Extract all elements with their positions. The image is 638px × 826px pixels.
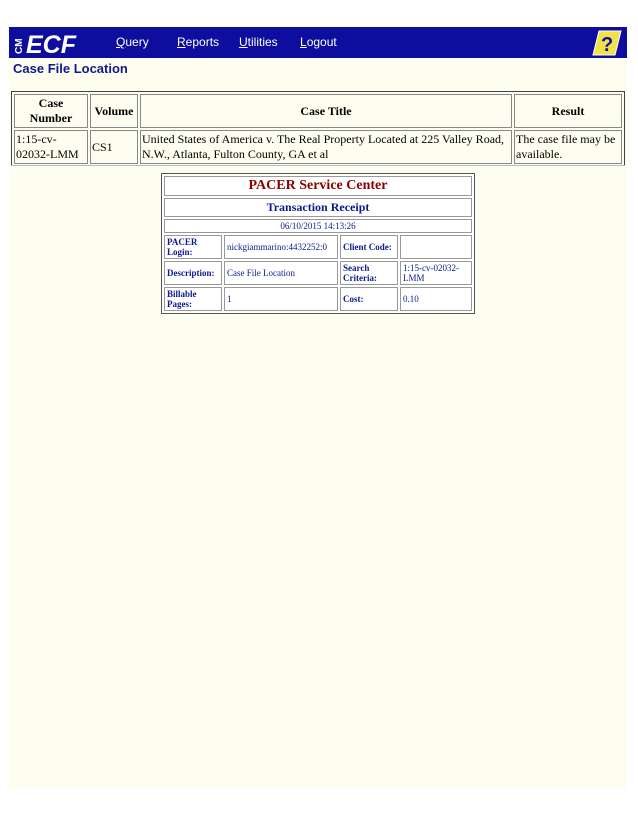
cell-case-number: 1:15-cv-02032-LMM — [14, 130, 88, 164]
description-value: Case File Location — [224, 261, 338, 285]
menu-query[interactable]: Query — [116, 35, 149, 49]
description-label: Description: — [164, 261, 222, 285]
column-header-case-title: Case Title — [140, 94, 512, 128]
client-code-value — [400, 235, 472, 259]
login-value: nickgiammarino:4432252:0 — [224, 235, 338, 259]
billable-pages-label: Billable Pages: — [164, 287, 222, 311]
menu-utilities[interactable]: Utilities — [239, 35, 278, 49]
cmecf-logo[interactable] — [13, 28, 91, 57]
client-code-label: Client Code: — [340, 235, 398, 259]
cost-label: Cost: — [340, 287, 398, 311]
search-criteria-label: Search Criteria: — [340, 261, 398, 285]
search-criteria-value: 1:15-cv-02032-LMM — [400, 261, 472, 285]
svg-text:CM: CM — [14, 38, 25, 54]
svg-text:ECF: ECF — [26, 31, 76, 57]
cell-volume: CS1 — [90, 130, 138, 164]
column-header-result: Result — [514, 94, 622, 128]
case-file-location-table — [11, 91, 625, 167]
horizontal-divider — [11, 165, 625, 167]
svg-text:?: ? — [601, 34, 614, 56]
question-mark-help-icon[interactable] — [591, 28, 623, 57]
transaction-receipt — [161, 173, 475, 314]
table-header-row — [14, 94, 622, 128]
receipt-subtitle: Transaction Receipt — [164, 198, 472, 217]
cost-value: 0.10 — [400, 287, 472, 311]
cell-case-title: United States of America v. The Real Property Located at 225 Valley Road, N.W., Atlanta, Fulton County, GA et al — [140, 130, 512, 164]
column-header-case-number: Case Number — [14, 94, 88, 128]
login-label: PACER Login: — [164, 235, 222, 259]
billable-pages-value: 1 — [224, 287, 338, 311]
table-row — [14, 130, 622, 164]
page-container — [9, 27, 627, 789]
menu-logout[interactable]: Logout — [300, 35, 337, 49]
column-header-volume: Volume — [90, 94, 138, 128]
top-navigation-bar — [9, 27, 627, 58]
cell-result: The case file may be available. — [514, 130, 622, 164]
receipt-datetime: 06/10/2015 14:13:26 — [164, 219, 472, 233]
page-title: Case File Location — [13, 61, 128, 76]
menu-reports[interactable]: Reports — [177, 35, 220, 49]
receipt-title: PACER Service Center — [164, 176, 472, 196]
